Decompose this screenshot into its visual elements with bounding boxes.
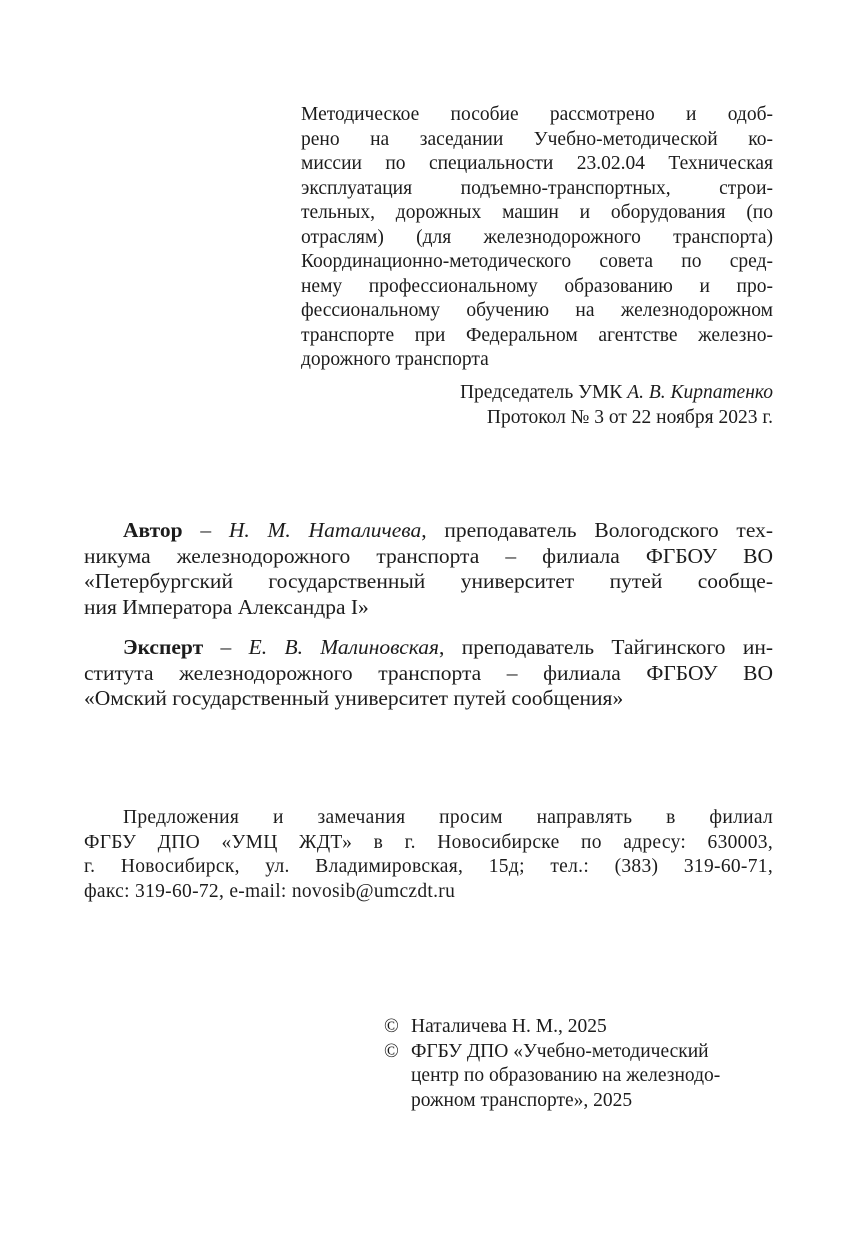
contacts-line: г. Новосибирск, ул. Владимировская, 15д; тел.: (383) 319-60-71, bbox=[84, 856, 773, 877]
copyright-icon: © bbox=[384, 1016, 399, 1037]
author-position: , преподаватель Вологодского тех- bbox=[421, 518, 773, 542]
copyright-block bbox=[384, 1015, 784, 1113]
expert-line: ститута железнодорожного транспорта – филиала ФГБОУ ВО bbox=[84, 660, 773, 685]
chair-signature bbox=[460, 381, 773, 430]
copyright-icon: © bbox=[384, 1040, 399, 1062]
approval-line: Методическое пособие рассмотрено и одоб- bbox=[301, 104, 773, 125]
approval-line: дорожного транспорта bbox=[301, 349, 489, 370]
contacts-line: Предложения и замечания просим направлять в филиал bbox=[123, 807, 773, 828]
expert-label: Эксперт bbox=[123, 635, 204, 659]
approval-line: рено на заседании Учебно-методической ко- bbox=[301, 128, 773, 150]
contacts-line: ФГБУ ДПО «УМЦ ЖДТ» в г. Новосибирске по адресу: 630003, bbox=[84, 831, 773, 853]
chair-label: Председатель УМК bbox=[459, 382, 628, 403]
approval-line: эксплуатация подъемно-транспортных, строи- bbox=[301, 177, 773, 199]
approval-line: миссии по специальности 23.02.04 Техническая bbox=[301, 153, 773, 174]
author-line: «Петербургский государственный университет путей сообще- bbox=[84, 569, 773, 593]
expert-name: Е. В. Малиновская bbox=[248, 635, 440, 659]
expert-line bbox=[84, 635, 773, 661]
approval-line: отраслям) (для железнодорожного транспорта) bbox=[301, 226, 773, 248]
copyright-author: Наталичева Н. М., 2025 bbox=[411, 1016, 607, 1037]
copyright-entry-publisher bbox=[384, 1040, 784, 1114]
copyright-publisher: ФГБУ ДПО «Учебно-методический bbox=[411, 1040, 709, 1062]
approval-note bbox=[301, 103, 773, 373]
copyright-publisher-line: центр по образованию на железнодо- bbox=[411, 1065, 721, 1086]
approval-line: Координационно-методического совета по сред- bbox=[301, 251, 773, 272]
contacts-line: факс: 319-60-72, e-mail: novosib@umczdt.ru bbox=[84, 880, 456, 902]
author-label: Автор bbox=[123, 518, 183, 542]
expert-dash: – bbox=[203, 635, 249, 659]
contacts-note bbox=[84, 806, 773, 904]
chair-line bbox=[460, 381, 773, 406]
expert-position: , преподаватель Тайгинского ин- bbox=[439, 635, 774, 659]
approval-line: транспорте при Федеральном агентстве железно- bbox=[301, 324, 773, 346]
persons-block bbox=[84, 518, 773, 727]
copyright-publisher-line: рожном транспорте», 2025 bbox=[411, 1089, 633, 1111]
author-line bbox=[84, 518, 773, 544]
expert-line: «Омский государственный университет путей сообщения» bbox=[84, 686, 624, 710]
approval-line: тельных, дорожных машин и оборудования (по bbox=[301, 202, 773, 223]
chair-name: А. В. Кирпатенко bbox=[627, 382, 773, 403]
author-line: ния Императора Александра I» bbox=[84, 594, 369, 619]
author-paragraph bbox=[84, 518, 773, 620]
expert-paragraph bbox=[84, 635, 773, 712]
author-dash: – bbox=[182, 518, 229, 542]
approval-line: фессиональному обучению на железнодорожном bbox=[301, 300, 773, 321]
author-line: никума железнодорожного транспорта – филиала ФГБОУ ВО bbox=[84, 543, 773, 568]
protocol-line: Протокол № 3 от 22 ноября 2023 г. bbox=[486, 406, 773, 428]
copyright-entry-author bbox=[384, 1015, 784, 1040]
author-name: Н. М. Наталичева bbox=[228, 518, 422, 542]
approval-line: нему профессиональному образованию и про- bbox=[301, 275, 773, 297]
